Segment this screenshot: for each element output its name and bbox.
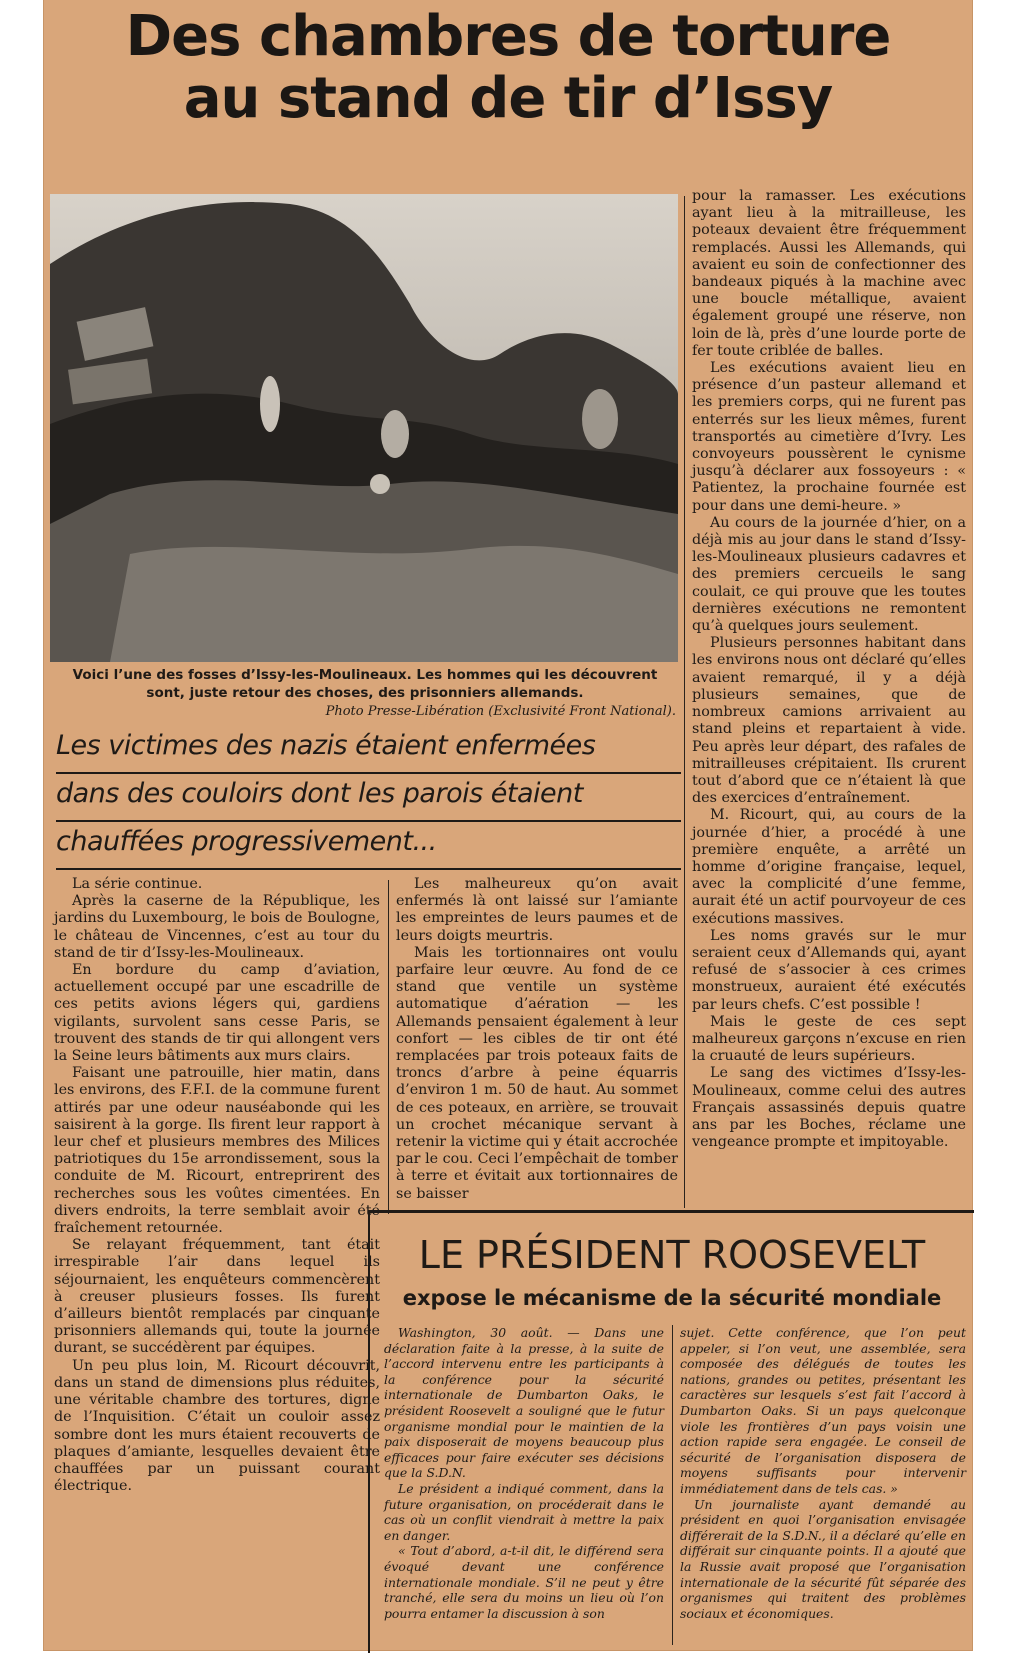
paragraph: Plusieurs personnes habitant dans les environs nous ont déclaré qu’elles avaient remarqué, il y a déjà plusieurs semaines, que de nombreux camions arrivaient au stand pleins et repartaient à vide. Peu après leur départ, des rafales de mitrailleuses crépitaient. Ils crurent tout d’abord que ce n’étaient là que des exercices d’entraînement. <box>692 635 966 807</box>
paragraph: « Tout d’abord, a-t-il dit, le différend sera évoqué devant une conférence internationale mondiale. S’il ne peut y être tranché, elle sera du moins un lieu où l’on pourra entamer la discussion à son <box>384 1543 664 1621</box>
excavation-photo <box>50 194 678 662</box>
headline <box>44 6 972 130</box>
photo-credit: Photo Presse-Libération (Exclusivité Front National). <box>325 704 676 719</box>
roosevelt-subtitle: expose le mécanisme de la sécurité mondiale <box>402 1286 942 1310</box>
subhead-line-2: dans des couloirs dont les parois étaient <box>56 778 583 809</box>
paragraph: Un peu plus loin, M. Ricourt découvrit, dans un stand de dimensions plus réduites, une véritable chambre des tortures, digne de l’Inquisition. C’était un couloir assez sombre dont les murs étaient recouverts de plaques d’amiante, lesquelles devaient être chauffées par un puissant courant électrique. <box>54 1357 380 1495</box>
roosevelt-column-2 <box>680 1325 966 1621</box>
paragraph: Se relayant fréquemment, tant était irrespirable l’air dans lequel ils séjournaient, les enquêteurs commencèrent à creuser plusieurs fosses. Ils furent d’ailleurs bientôt remplacés par cinquante prisonniers allemands qui, toute la journée durant, se succédèrent par équipes. <box>54 1237 380 1357</box>
paragraph: Après la caserne de la République, les jardins du Luxembourg, le bois de Boulogne, le château de Vincennes, c’est au tour du stand de tir d’Issy-les-Moulineaux. <box>54 893 380 961</box>
column-rule-2 <box>684 196 685 1208</box>
paragraph: Les noms gravés sur le mur seraient ceux d’Allemands qui, ayant refusé de s’associer à ces crimes monstrueux, auraient été exécutés par leurs chefs. C’est possible ! <box>692 927 966 1013</box>
paragraph: Les exécutions avaient lieu en présence d’un pasteur allemand et les premiers corps, qui ne furent pas enterrés sur les lieux mêmes, furent transportés au cimetière d’Ivry. Les convoyeurs poussèrent le cynisme jusqu’à déclarer aux fossoyeurs : « Patientez, la prochaine fournée est pour dans une demi-heure. » <box>692 360 966 514</box>
column-rule-1 <box>388 880 389 1214</box>
subhead-rule-1 <box>56 772 681 774</box>
paragraph: sujet. Cette conférence, que l’on peut appeler, si l’on veut, une assemblée, sera composée des délégués de toutes les nations, grandes ou petites, présentant les caractères sur lesquels s’est fait l’accord à Dumbarton Oaks. Si un pays quelconque viole les frontières d’un pays voisin une action rapide sera engagée. Le conseil de sécurité de l’organisation disposera de moyens suffisants pour intervenir immédiatement dans de tels cas. » <box>680 1325 966 1496</box>
paragraph: pour la ramasser. Les exécutions ayant lieu à la mitrailleuse, les poteaux devaient être fréquemment remplacés. Aussi les Allemands, qui avaient eu soin de confectionner des bandeaux piqués à la machine avec une boucle métallique, avaient également groupé une réserve, non loin de là, près d’une lourde porte de fer toute criblée de balles. <box>692 188 966 359</box>
roosevelt-column-1 <box>384 1325 664 1621</box>
newspaper-clipping <box>44 0 972 1650</box>
paragraph: Les malheureux qu’on avait enfermés là ont laissé sur l’amiante les empreintes de leurs paumes et de leurs doigts meurtris. <box>396 876 678 944</box>
paragraph: Faisant une patrouille, hier matin, dans les environs, des F.F.I. de la commune furent attirés par une odeur nauséabonde qui les saisirent à la gorge. Ils firent leur rapport à leur chef et plusieurs membres des Milices patriotiques du 15e arrondissement, sous la conduite de M. Ricourt, entreprirent des recherches sous les voûtes cimentées. En divers endroits, la terre semblait avoir été fraîchement retournée. <box>54 1065 380 1237</box>
roosevelt-column-rule <box>672 1325 673 1645</box>
article-column-3 <box>692 188 966 1151</box>
headline-line-1: Des chambres de torture <box>125 4 891 69</box>
headline-line-2: au stand de tir d’Issy <box>183 66 833 131</box>
roosevelt-title: LE PRÉSIDENT ROOSEVELT <box>418 1233 926 1277</box>
paragraph: Le président a indiqué comment, dans la future organisation, on procéderait dans le cas où un conflit viendrait à mettre la paix en danger. <box>384 1480 664 1543</box>
subhead-rule-3 <box>56 868 681 870</box>
paragraph: Le sang des victimes d’Issy-les-Moulineaux, comme celui des autres Français assassinés depuis quatre ans par les Boches, réclame une vengeance prompte et impitoyable. <box>692 1065 966 1151</box>
photo-caption: Voici l’une des fosses d’Issy-les-Moulineaux. Les hommes qui les découvrent sont, juste retour des choses, des prisonniers allemands. <box>72 667 658 701</box>
paragraph: Mais le geste de ces sept malheureux garçons n’excuse en rien la cruauté de leurs supérieurs. <box>692 1013 966 1065</box>
paragraph: Mais les tortionnaires ont voulu parfaire leur œuvre. Au fond de ce stand que ventile un système automatique d’aération — les Allemands pensaient également à leur confort — les cibles de tir ont été remplacées par trois poteaux faits de troncs d’arbre à peine équarris d’environ 1 m. 50 de haut. Au sommet de ces poteaux, en arrière, se trouvait un crochet mécanique servant à retenir la victime qui y était accrochée par le cou. Ceci l’empêchait de tomber à terre et évitait aux tortionnaires de se baisser <box>396 944 678 1202</box>
photo-illustration <box>50 194 678 662</box>
paragraph: La série continue. <box>72 876 203 892</box>
paragraph: M. Ricourt, qui, au cours de la journée d’hier, a procédé à une première enquête, a arrêté un homme d’origine française, lequel, avec la complicité d’une femme, aurait été un actif pourvoyeur de ces exécutions massives. <box>692 807 966 927</box>
roosevelt-article <box>368 1210 974 1653</box>
subhead-line-3: chauffées progressivement... <box>56 826 437 857</box>
paragraph: Au cours de la journée d’hier, on a déjà mis au jour dans le stand d’Issy-les-Moulineaux plusieurs cadavres et des premiers cercueils le sang coulait, ce qui prouve que les toutes dernières exécutions ne remontent qu’à quelques jours seulement. <box>692 514 966 635</box>
article-column-2 <box>396 876 678 1203</box>
article-column-1 <box>54 876 380 1495</box>
paragraph: Washington, 30 août. — Dans une déclaration faite à la presse, à la suite de l’accord intervenu entre les participants à la conférence pour la sécurité internationale de Dumbarton Oaks, le président Roosevelt a souligné que le futur organisme mondial pour le maintien de la paix disposerait de moyens beaucoup plus efficaces pour faire exécuter ses décisions que la S.D.N. <box>384 1325 664 1481</box>
subhead-line-1: Les victimes des nazis étaient enfermées <box>56 730 596 761</box>
paragraph: Un journaliste ayant demandé au président en quoi l’organisation envisagée différerait de la S.D.N., il a déclaré qu’elle en différait sur cinquante points. Il a ajouté que la Russie avait proposé que l’organisation internationale de la sécurité fût séparée des organismes qui traitent des problèmes sociaux et économiques. <box>680 1496 966 1621</box>
paragraph: En bordure du camp d’aviation, actuellement occupé par une escadrille de ces petits avions légers qui, gardiens vigilants, survolent sans cesse Paris, se trouvent des stands de tir qui allongent vers la Seine leurs bâtiments aux murs clairs. <box>54 962 380 1065</box>
subhead-rule-2 <box>56 820 681 822</box>
